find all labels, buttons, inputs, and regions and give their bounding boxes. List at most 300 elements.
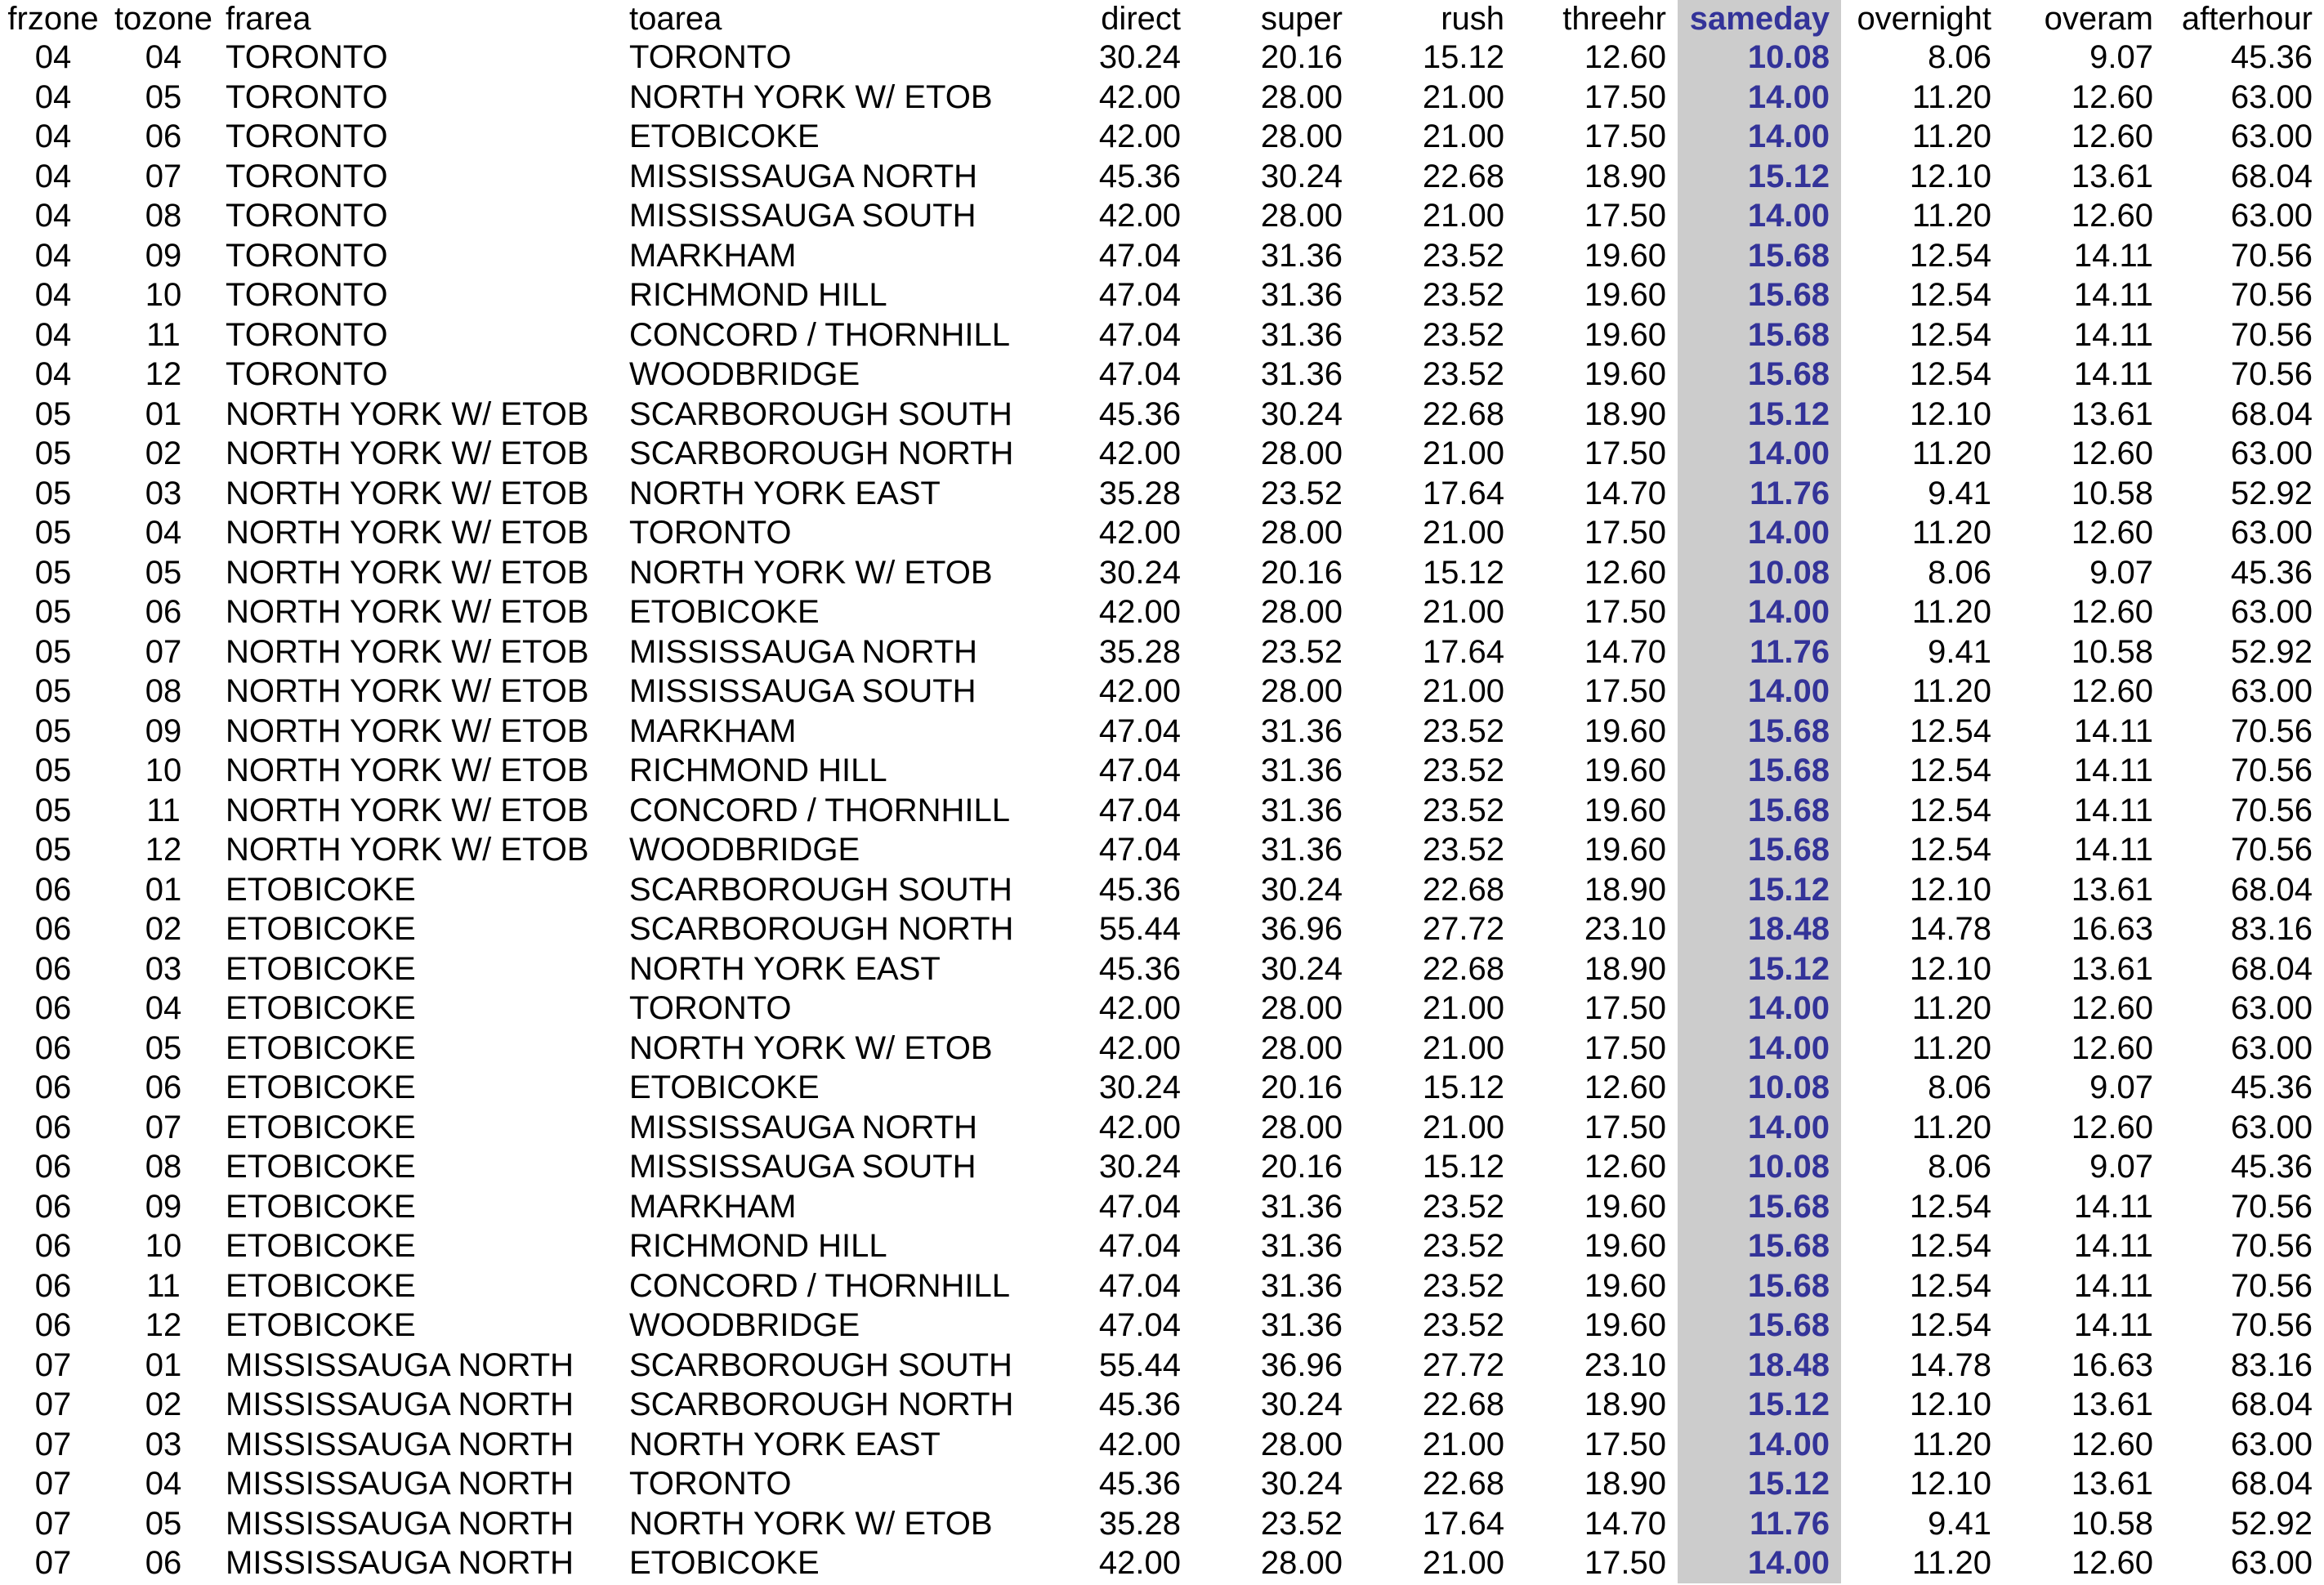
cell-overnight[interactable]: 12.10 — [1909, 158, 1991, 194]
cell-afterhour[interactable]: 70.56 — [2230, 1188, 2313, 1225]
cell-frzone[interactable]: 05 — [34, 792, 72, 828]
cell-toarea[interactable]: SCARBOROUGH SOUTH — [629, 1346, 1012, 1383]
cell-overam[interactable]: 12.60 — [2071, 1426, 2153, 1462]
cell-direct[interactable]: 42.00 — [1098, 990, 1181, 1026]
cell-frarea[interactable]: ETOBICOKE — [226, 871, 416, 908]
cell-rush[interactable]: 23.52 — [1422, 792, 1504, 828]
cell-threehr[interactable]: 17.50 — [1584, 673, 1666, 709]
cell-rush[interactable]: 21.00 — [1422, 1109, 1504, 1145]
cell-threehr[interactable]: 19.60 — [1584, 712, 1666, 749]
cell-rush[interactable]: 27.72 — [1422, 1346, 1504, 1383]
cell-direct[interactable]: 47.04 — [1098, 277, 1181, 313]
cell-rush[interactable]: 21.00 — [1422, 435, 1504, 471]
cell-frarea[interactable]: ETOBICOKE — [226, 911, 416, 947]
table-row[interactable] — [0, 870, 2324, 910]
cell-rush[interactable]: 22.68 — [1422, 158, 1504, 194]
cell-tozone[interactable]: 01 — [145, 1346, 182, 1383]
cell-frarea[interactable]: TORONTO — [226, 118, 388, 154]
table-row[interactable] — [0, 117, 2324, 157]
cell-overam[interactable]: 16.63 — [2071, 1346, 2153, 1383]
column-header-super[interactable]: super — [1260, 1, 1343, 37]
cell-threehr[interactable]: 18.90 — [1584, 395, 1666, 432]
cell-overam[interactable]: 12.60 — [2071, 198, 2153, 234]
column-header-rush[interactable]: rush — [1441, 1, 1504, 37]
cell-super[interactable]: 20.16 — [1260, 39, 1343, 75]
cell-overam[interactable]: 14.11 — [2073, 752, 2153, 788]
table-row[interactable] — [0, 989, 2324, 1029]
cell-sameday[interactable]: 15.68 — [1678, 791, 1841, 831]
cell-overnight[interactable]: 11.20 — [1911, 673, 1991, 709]
cell-threehr[interactable]: 17.50 — [1584, 515, 1666, 551]
cell-super[interactable]: 31.36 — [1260, 356, 1343, 392]
cell-afterhour[interactable]: 63.00 — [2230, 78, 2313, 115]
cell-frzone[interactable]: 04 — [34, 39, 72, 75]
cell-rush[interactable]: 23.52 — [1422, 832, 1504, 868]
cell-rush[interactable]: 23.52 — [1422, 1228, 1504, 1264]
cell-overnight[interactable]: 12.54 — [1909, 1267, 1991, 1304]
cell-threehr[interactable]: 17.50 — [1584, 198, 1666, 234]
cell-afterhour[interactable]: 70.56 — [2230, 316, 2313, 353]
cell-sameday[interactable]: 10.08 — [1678, 38, 1841, 78]
cell-sameday[interactable]: 15.68 — [1678, 355, 1841, 395]
cell-frzone[interactable]: 05 — [34, 832, 72, 868]
cell-overnight[interactable]: 12.10 — [1909, 1466, 1991, 1502]
cell-overam[interactable]: 14.11 — [2073, 832, 2153, 868]
cell-tozone[interactable]: 06 — [145, 1545, 182, 1581]
cell-afterhour[interactable]: 63.00 — [2230, 118, 2313, 154]
cell-rush[interactable]: 15.12 — [1422, 1149, 1504, 1185]
cell-frzone[interactable]: 06 — [34, 950, 72, 987]
column-header-toarea[interactable]: toarea — [629, 1, 722, 37]
cell-frarea[interactable]: MISSISSAUGA NORTH — [226, 1346, 574, 1383]
cell-sameday[interactable]: 15.68 — [1678, 275, 1841, 315]
cell-threehr[interactable]: 19.60 — [1584, 832, 1666, 868]
cell-toarea[interactable]: ETOBICOKE — [629, 1069, 820, 1105]
cell-afterhour[interactable]: 52.92 — [2230, 475, 2313, 511]
cell-frzone[interactable]: 06 — [34, 1188, 72, 1225]
cell-super[interactable]: 31.36 — [1260, 1307, 1343, 1343]
cell-afterhour[interactable]: 52.92 — [2230, 633, 2313, 670]
cell-frarea[interactable]: NORTH YORK W/ ETOB — [226, 673, 589, 709]
cell-super[interactable]: 31.36 — [1260, 792, 1343, 828]
cell-sameday[interactable]: 15.12 — [1678, 1385, 1841, 1425]
cell-afterhour[interactable]: 63.00 — [2230, 990, 2313, 1026]
cell-tozone[interactable]: 02 — [145, 911, 182, 947]
cell-overam[interactable]: 14.11 — [2073, 1307, 2153, 1343]
cell-super[interactable]: 31.36 — [1260, 237, 1343, 274]
table-row[interactable] — [0, 1068, 2324, 1108]
cell-sameday[interactable]: 14.00 — [1678, 1543, 1841, 1583]
cell-toarea[interactable]: SCARBOROUGH NORTH — [629, 435, 1014, 471]
cell-frarea[interactable]: NORTH YORK W/ ETOB — [226, 395, 589, 432]
cell-super[interactable]: 28.00 — [1260, 990, 1343, 1026]
column-header-afterhour[interactable]: afterhour — [2181, 1, 2313, 37]
cell-frzone[interactable]: 07 — [34, 1386, 72, 1422]
cell-frzone[interactable]: 07 — [34, 1346, 72, 1383]
cell-rush[interactable]: 23.52 — [1422, 237, 1504, 274]
cell-threehr[interactable]: 14.70 — [1584, 475, 1666, 511]
table-row[interactable] — [0, 1464, 2324, 1504]
cell-rush[interactable]: 23.52 — [1422, 752, 1504, 788]
cell-tozone[interactable]: 04 — [145, 39, 182, 75]
cell-toarea[interactable]: WOODBRIDGE — [629, 1307, 860, 1343]
cell-super[interactable]: 36.96 — [1260, 1346, 1343, 1383]
cell-threehr[interactable]: 14.70 — [1584, 633, 1666, 670]
cell-overnight[interactable]: 11.20 — [1911, 1029, 1991, 1066]
cell-rush[interactable]: 15.12 — [1422, 1069, 1504, 1105]
cell-toarea[interactable]: SCARBOROUGH SOUTH — [629, 395, 1012, 432]
cell-direct[interactable]: 45.36 — [1098, 158, 1181, 194]
cell-threehr[interactable]: 17.50 — [1584, 990, 1666, 1026]
cell-sameday[interactable]: 18.48 — [1678, 909, 1841, 949]
column-header-overnight[interactable]: overnight — [1857, 1, 1991, 37]
cell-toarea[interactable]: SCARBOROUGH SOUTH — [629, 871, 1012, 908]
cell-toarea[interactable]: TORONTO — [629, 515, 792, 551]
cell-sameday[interactable]: 14.00 — [1678, 989, 1841, 1029]
cell-frzone[interactable]: 05 — [34, 712, 72, 749]
cell-frarea[interactable]: MISSISSAUGA NORTH — [226, 1505, 574, 1542]
cell-overam[interactable]: 12.60 — [2071, 673, 2153, 709]
cell-overam[interactable]: 14.11 — [2073, 277, 2153, 313]
table-row[interactable] — [0, 236, 2324, 276]
cell-sameday[interactable]: 15.68 — [1678, 1226, 1841, 1266]
cell-afterhour[interactable]: 70.56 — [2230, 237, 2313, 274]
cell-frarea[interactable]: NORTH YORK W/ ETOB — [226, 475, 589, 511]
cell-tozone[interactable]: 03 — [145, 1426, 182, 1462]
cell-super[interactable]: 31.36 — [1260, 712, 1343, 749]
cell-threehr[interactable]: 17.50 — [1584, 118, 1666, 154]
cell-sameday[interactable]: 14.00 — [1678, 1108, 1841, 1148]
cell-sameday[interactable]: 11.76 — [1678, 1504, 1841, 1544]
cell-threehr[interactable]: 23.10 — [1584, 1346, 1666, 1383]
cell-overnight[interactable]: 11.20 — [1911, 78, 1991, 115]
table-row[interactable] — [0, 1543, 2324, 1583]
cell-direct[interactable]: 35.28 — [1098, 475, 1181, 511]
cell-overam[interactable]: 16.63 — [2071, 911, 2153, 947]
cell-super[interactable]: 28.00 — [1260, 1545, 1343, 1581]
cell-frarea[interactable]: ETOBICOKE — [226, 1069, 416, 1105]
cell-toarea[interactable]: TORONTO — [629, 39, 792, 75]
cell-frzone[interactable]: 06 — [34, 871, 72, 908]
cell-direct[interactable]: 30.24 — [1098, 1149, 1181, 1185]
cell-afterhour[interactable]: 68.04 — [2230, 158, 2313, 194]
cell-rush[interactable]: 23.52 — [1422, 712, 1504, 749]
cell-sameday[interactable]: 11.76 — [1678, 632, 1841, 672]
cell-rush[interactable]: 21.00 — [1422, 198, 1504, 234]
cell-super[interactable]: 23.52 — [1260, 475, 1343, 511]
cell-frzone[interactable]: 04 — [34, 118, 72, 154]
cell-afterhour[interactable]: 63.00 — [2230, 1426, 2313, 1462]
cell-tozone[interactable]: 05 — [145, 78, 182, 115]
cell-frzone[interactable]: 06 — [34, 1228, 72, 1264]
cell-sameday[interactable]: 11.76 — [1678, 474, 1841, 514]
cell-overnight[interactable]: 12.10 — [1909, 1386, 1991, 1422]
cell-sameday[interactable]: 15.68 — [1678, 1187, 1841, 1227]
cell-frarea[interactable]: TORONTO — [226, 158, 388, 194]
cell-threehr[interactable]: 19.60 — [1584, 1307, 1666, 1343]
cell-overnight[interactable]: 11.20 — [1911, 1426, 1991, 1462]
cell-overam[interactable]: 12.60 — [2071, 515, 2153, 551]
cell-super[interactable]: 28.00 — [1260, 515, 1343, 551]
table-row[interactable] — [0, 196, 2324, 236]
cell-overnight[interactable]: 12.54 — [1909, 712, 1991, 749]
cell-direct[interactable]: 47.04 — [1098, 752, 1181, 788]
cell-threehr[interactable]: 19.60 — [1584, 1228, 1666, 1264]
table-row[interactable] — [0, 632, 2324, 672]
table-row[interactable] — [0, 1504, 2324, 1544]
cell-threehr[interactable]: 12.60 — [1584, 1149, 1666, 1185]
cell-toarea[interactable]: MISSISSAUGA NORTH — [629, 633, 978, 670]
cell-sameday[interactable]: 10.08 — [1678, 553, 1841, 593]
table-row[interactable] — [0, 275, 2324, 315]
cell-frarea[interactable]: ETOBICOKE — [226, 1188, 416, 1225]
cell-direct[interactable]: 42.00 — [1098, 594, 1181, 630]
cell-overnight[interactable]: 12.54 — [1909, 356, 1991, 392]
cell-overam[interactable]: 12.60 — [2071, 1109, 2153, 1145]
cell-afterhour[interactable]: 45.36 — [2230, 1149, 2313, 1185]
cell-rush[interactable]: 23.52 — [1422, 356, 1504, 392]
cell-overnight[interactable]: 11.20 — [1911, 435, 1991, 471]
cell-afterhour[interactable]: 63.00 — [2230, 1545, 2313, 1581]
cell-threehr[interactable]: 17.50 — [1584, 1545, 1666, 1581]
column-header-tozone[interactable]: tozone — [114, 1, 213, 37]
cell-direct[interactable]: 47.04 — [1098, 712, 1181, 749]
cell-rush[interactable]: 21.00 — [1422, 515, 1504, 551]
cell-super[interactable]: 30.24 — [1260, 950, 1343, 987]
cell-super[interactable]: 20.16 — [1260, 1149, 1343, 1185]
cell-toarea[interactable]: CONCORD / THORNHILL — [629, 1267, 1010, 1304]
table-row[interactable] — [0, 1108, 2324, 1148]
table-row[interactable] — [0, 949, 2324, 989]
cell-overam[interactable]: 9.07 — [2089, 1069, 2153, 1105]
cell-afterhour[interactable]: 70.56 — [2230, 712, 2313, 749]
cell-overam[interactable]: 13.61 — [2071, 395, 2153, 432]
cell-rush[interactable]: 22.68 — [1422, 1466, 1504, 1502]
table-row[interactable] — [0, 830, 2324, 870]
cell-rush[interactable]: 23.52 — [1422, 1267, 1504, 1304]
cell-overnight[interactable]: 8.06 — [1928, 1149, 1991, 1185]
cell-toarea[interactable]: MARKHAM — [629, 237, 797, 274]
table-row[interactable] — [0, 909, 2324, 949]
cell-overam[interactable]: 12.60 — [2071, 1029, 2153, 1066]
cell-toarea[interactable]: ETOBICOKE — [629, 594, 820, 630]
cell-overam[interactable]: 12.60 — [2071, 78, 2153, 115]
cell-overam[interactable]: 14.11 — [2073, 316, 2153, 353]
column-header-frzone[interactable]: frzone — [7, 1, 99, 37]
cell-frarea[interactable]: MISSISSAUGA NORTH — [226, 1386, 574, 1422]
cell-toarea[interactable]: CONCORD / THORNHILL — [629, 316, 1010, 353]
cell-toarea[interactable]: NORTH YORK W/ ETOB — [629, 78, 993, 115]
cell-threehr[interactable]: 12.60 — [1584, 39, 1666, 75]
cell-super[interactable]: 28.00 — [1260, 118, 1343, 154]
cell-rush[interactable]: 23.52 — [1422, 277, 1504, 313]
cell-threehr[interactable]: 19.60 — [1584, 316, 1666, 353]
cell-direct[interactable]: 47.04 — [1098, 356, 1181, 392]
table-row[interactable] — [0, 1306, 2324, 1346]
cell-frzone[interactable]: 07 — [34, 1505, 72, 1542]
cell-super[interactable]: 28.00 — [1260, 78, 1343, 115]
cell-frzone[interactable]: 07 — [34, 1426, 72, 1462]
cell-overnight[interactable]: 9.41 — [1928, 475, 1991, 511]
cell-afterhour[interactable]: 70.56 — [2230, 356, 2313, 392]
cell-direct[interactable]: 42.00 — [1098, 118, 1181, 154]
cell-super[interactable]: 23.52 — [1260, 633, 1343, 670]
cell-sameday[interactable]: 15.68 — [1678, 315, 1841, 355]
cell-super[interactable]: 20.16 — [1260, 1069, 1343, 1105]
cell-direct[interactable]: 35.28 — [1098, 1505, 1181, 1542]
cell-overam[interactable]: 14.11 — [2073, 1188, 2153, 1225]
cell-toarea[interactable]: RICHMOND HILL — [629, 277, 887, 313]
cell-frzone[interactable]: 04 — [34, 158, 72, 194]
cell-tozone[interactable]: 03 — [145, 950, 182, 987]
cell-direct[interactable]: 35.28 — [1098, 633, 1181, 670]
cell-overnight[interactable]: 9.41 — [1928, 633, 1991, 670]
cell-frarea[interactable]: TORONTO — [226, 356, 388, 392]
cell-threehr[interactable]: 19.60 — [1584, 356, 1666, 392]
cell-super[interactable]: 28.00 — [1260, 1426, 1343, 1462]
cell-toarea[interactable]: NORTH YORK W/ ETOB — [629, 1029, 993, 1066]
cell-threehr[interactable]: 19.60 — [1584, 277, 1666, 313]
cell-super[interactable]: 30.24 — [1260, 1466, 1343, 1502]
cell-toarea[interactable]: NORTH YORK EAST — [629, 950, 941, 987]
cell-tozone[interactable]: 02 — [145, 435, 182, 471]
cell-tozone[interactable]: 11 — [146, 1267, 181, 1304]
cell-overnight[interactable]: 12.54 — [1909, 1188, 1991, 1225]
cell-frarea[interactable]: MISSISSAUGA NORTH — [226, 1545, 574, 1581]
table-row[interactable] — [0, 712, 2324, 752]
table-row[interactable] — [0, 672, 2324, 712]
cell-overam[interactable]: 13.61 — [2071, 1466, 2153, 1502]
cell-overnight[interactable]: 11.20 — [1911, 990, 1991, 1026]
cell-sameday[interactable]: 15.12 — [1678, 395, 1841, 435]
cell-frzone[interactable]: 06 — [34, 911, 72, 947]
cell-rush[interactable]: 23.52 — [1422, 1307, 1504, 1343]
table-row[interactable] — [0, 355, 2324, 395]
cell-frzone[interactable]: 04 — [34, 316, 72, 353]
cell-threehr[interactable]: 18.90 — [1584, 1386, 1666, 1422]
cell-sameday[interactable]: 15.68 — [1678, 712, 1841, 752]
table-row[interactable] — [0, 434, 2324, 474]
cell-overnight[interactable]: 12.54 — [1909, 752, 1991, 788]
cell-sameday[interactable]: 15.68 — [1678, 1306, 1841, 1346]
cell-tozone[interactable]: 11 — [146, 792, 181, 828]
cell-frarea[interactable]: NORTH YORK W/ ETOB — [226, 712, 589, 749]
cell-direct[interactable]: 42.00 — [1098, 515, 1181, 551]
table-row[interactable] — [0, 395, 2324, 435]
cell-overam[interactable]: 10.58 — [2071, 1505, 2153, 1542]
cell-afterhour[interactable]: 70.56 — [2230, 752, 2313, 788]
cell-overnight[interactable]: 12.54 — [1909, 1307, 1991, 1343]
cell-tozone[interactable]: 01 — [145, 395, 182, 432]
table-row[interactable] — [0, 1346, 2324, 1386]
cell-toarea[interactable]: ETOBICOKE — [629, 118, 820, 154]
cell-sameday[interactable]: 14.00 — [1678, 196, 1841, 236]
cell-afterhour[interactable]: 70.56 — [2230, 1267, 2313, 1304]
cell-tozone[interactable]: 08 — [145, 673, 182, 709]
cell-frarea[interactable]: ETOBICOKE — [226, 1307, 416, 1343]
cell-overnight[interactable]: 8.06 — [1928, 554, 1991, 591]
cell-afterhour[interactable]: 45.36 — [2230, 1069, 2313, 1105]
cell-tozone[interactable]: 01 — [145, 871, 182, 908]
cell-frzone[interactable]: 05 — [34, 594, 72, 630]
cell-threehr[interactable]: 12.60 — [1584, 1069, 1666, 1105]
cell-afterhour[interactable]: 68.04 — [2230, 395, 2313, 432]
cell-direct[interactable]: 42.00 — [1098, 198, 1181, 234]
cell-frzone[interactable]: 06 — [34, 1029, 72, 1066]
cell-toarea[interactable]: MISSISSAUGA SOUTH — [629, 198, 977, 234]
cell-threehr[interactable]: 18.90 — [1584, 158, 1666, 194]
cell-super[interactable]: 36.96 — [1260, 911, 1343, 947]
cell-toarea[interactable]: WOODBRIDGE — [629, 356, 860, 392]
table-row[interactable] — [0, 1425, 2324, 1465]
cell-toarea[interactable]: NORTH YORK W/ ETOB — [629, 1505, 993, 1542]
cell-frarea[interactable]: ETOBICOKE — [226, 1267, 416, 1304]
cell-toarea[interactable]: NORTH YORK EAST — [629, 475, 941, 511]
cell-frzone[interactable]: 04 — [34, 198, 72, 234]
table-row[interactable] — [0, 78, 2324, 118]
cell-frarea[interactable]: ETOBICOKE — [226, 990, 416, 1026]
cell-frzone[interactable]: 06 — [34, 1267, 72, 1304]
cell-direct[interactable]: 47.04 — [1098, 316, 1181, 353]
cell-frarea[interactable]: ETOBICOKE — [226, 1149, 416, 1185]
cell-super[interactable]: 31.36 — [1260, 316, 1343, 353]
cell-tozone[interactable]: 10 — [145, 1228, 182, 1264]
cell-threehr[interactable]: 23.10 — [1584, 911, 1666, 947]
cell-frzone[interactable]: 06 — [34, 990, 72, 1026]
cell-threehr[interactable]: 14.70 — [1584, 1505, 1666, 1542]
cell-frarea[interactable]: ETOBICOKE — [226, 1109, 416, 1145]
cell-direct[interactable]: 42.00 — [1098, 1426, 1181, 1462]
cell-afterhour[interactable]: 70.56 — [2230, 792, 2313, 828]
cell-tozone[interactable]: 03 — [145, 475, 182, 511]
cell-afterhour[interactable]: 70.56 — [2230, 1307, 2313, 1343]
cell-afterhour[interactable]: 63.00 — [2230, 673, 2313, 709]
cell-frzone[interactable]: 05 — [34, 475, 72, 511]
cell-rush[interactable]: 21.00 — [1422, 1545, 1504, 1581]
table-row[interactable] — [0, 791, 2324, 831]
cell-sameday[interactable]: 14.00 — [1678, 1425, 1841, 1465]
cell-threehr[interactable]: 18.90 — [1584, 1466, 1666, 1502]
cell-rush[interactable]: 22.68 — [1422, 395, 1504, 432]
cell-frarea[interactable]: NORTH YORK W/ ETOB — [226, 435, 589, 471]
cell-overam[interactable]: 9.07 — [2089, 554, 2153, 591]
cell-overnight[interactable]: 12.10 — [1909, 950, 1991, 987]
cell-sameday[interactable]: 15.12 — [1678, 1464, 1841, 1504]
cell-super[interactable]: 30.24 — [1260, 1386, 1343, 1422]
cell-direct[interactable]: 55.44 — [1098, 1346, 1181, 1383]
cell-direct[interactable]: 42.00 — [1098, 435, 1181, 471]
cell-sameday[interactable]: 14.00 — [1678, 78, 1841, 118]
cell-tozone[interactable]: 05 — [145, 1029, 182, 1066]
cell-overnight[interactable]: 12.54 — [1909, 277, 1991, 313]
cell-overam[interactable]: 13.61 — [2071, 871, 2153, 908]
table-row[interactable] — [0, 592, 2324, 632]
column-header-direct[interactable]: direct — [1101, 1, 1181, 37]
cell-rush[interactable]: 17.64 — [1422, 633, 1504, 670]
table-row[interactable] — [0, 513, 2324, 553]
cell-direct[interactable]: 42.00 — [1098, 673, 1181, 709]
cell-direct[interactable]: 47.04 — [1098, 792, 1181, 828]
cell-tozone[interactable]: 12 — [145, 356, 182, 392]
cell-tozone[interactable]: 07 — [145, 1109, 182, 1145]
cell-overam[interactable]: 12.60 — [2071, 1545, 2153, 1581]
cell-overnight[interactable]: 14.78 — [1909, 911, 1991, 947]
cell-sameday[interactable]: 15.12 — [1678, 157, 1841, 197]
cell-toarea[interactable]: SCARBOROUGH NORTH — [629, 911, 1014, 947]
cell-rush[interactable]: 23.52 — [1422, 1188, 1504, 1225]
cell-rush[interactable]: 22.68 — [1422, 871, 1504, 908]
cell-frarea[interactable]: ETOBICOKE — [226, 1228, 416, 1264]
